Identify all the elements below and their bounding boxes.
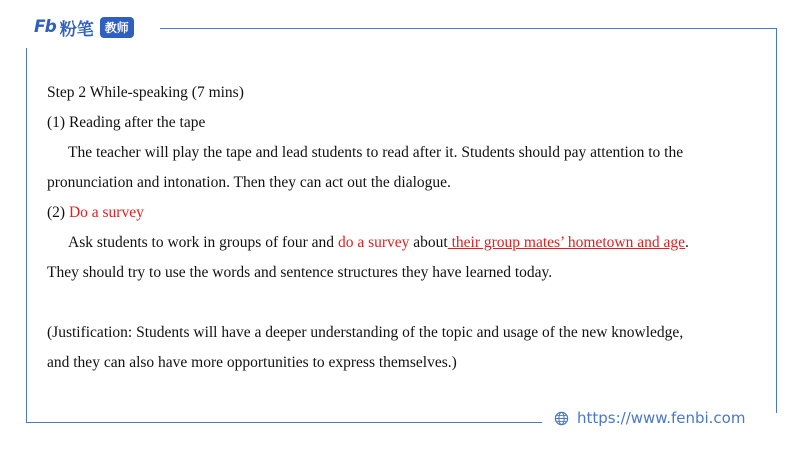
item1-body-line2: pronunciation and intonation. Then they can act out the dialogue. <box>47 174 451 191</box>
document-body <box>47 78 747 378</box>
footer-url <box>554 409 745 427</box>
item2-body-line2: They should try to use the words and sentence structures they have learned today. <box>47 264 553 281</box>
frame-top-border <box>160 28 777 29</box>
item2-number: (2) <box>47 204 69 221</box>
frame-bottom-border <box>26 422 542 423</box>
logo-name: 粉笔 <box>59 19 94 40</box>
fenbi-teacher-logo <box>34 14 134 40</box>
item1-heading: (1) Reading after the tape <box>47 114 206 131</box>
step-title: Step 2 While-speaking (7 mins) <box>47 84 244 101</box>
item2-heading: Do a survey <box>68 204 144 221</box>
item2-body-underlined: their group mates’ hometown and age <box>447 234 686 251</box>
globe-icon <box>554 411 569 426</box>
item1-body-line1: The teacher will play the tape and lead students to read after it. Students should pay attention to the <box>68 144 684 161</box>
item2-body-part2: about <box>409 234 448 251</box>
footer-url-text: https://www.fenbi.com <box>577 409 746 427</box>
item2-body-part1: Ask students to work in groups of four and <box>68 234 338 251</box>
justification-line2: and they can also have more opportunities to express themselves.) <box>47 354 457 371</box>
item2-body-part3: . <box>685 234 689 251</box>
frame-right-border <box>776 28 777 413</box>
blank-line <box>47 288 747 318</box>
logo-mark: Fb <box>34 17 56 37</box>
item2-body-red: do a survey <box>337 234 410 251</box>
item2-heading-line <box>47 198 747 228</box>
logo-badge: 教师 <box>100 17 134 38</box>
item2-body-line1 <box>47 228 747 258</box>
frame-left-border <box>26 48 27 423</box>
justification-line1: (Justification: Students will have a deeper understanding of the topic and usage of the new knowledge, <box>47 324 684 341</box>
